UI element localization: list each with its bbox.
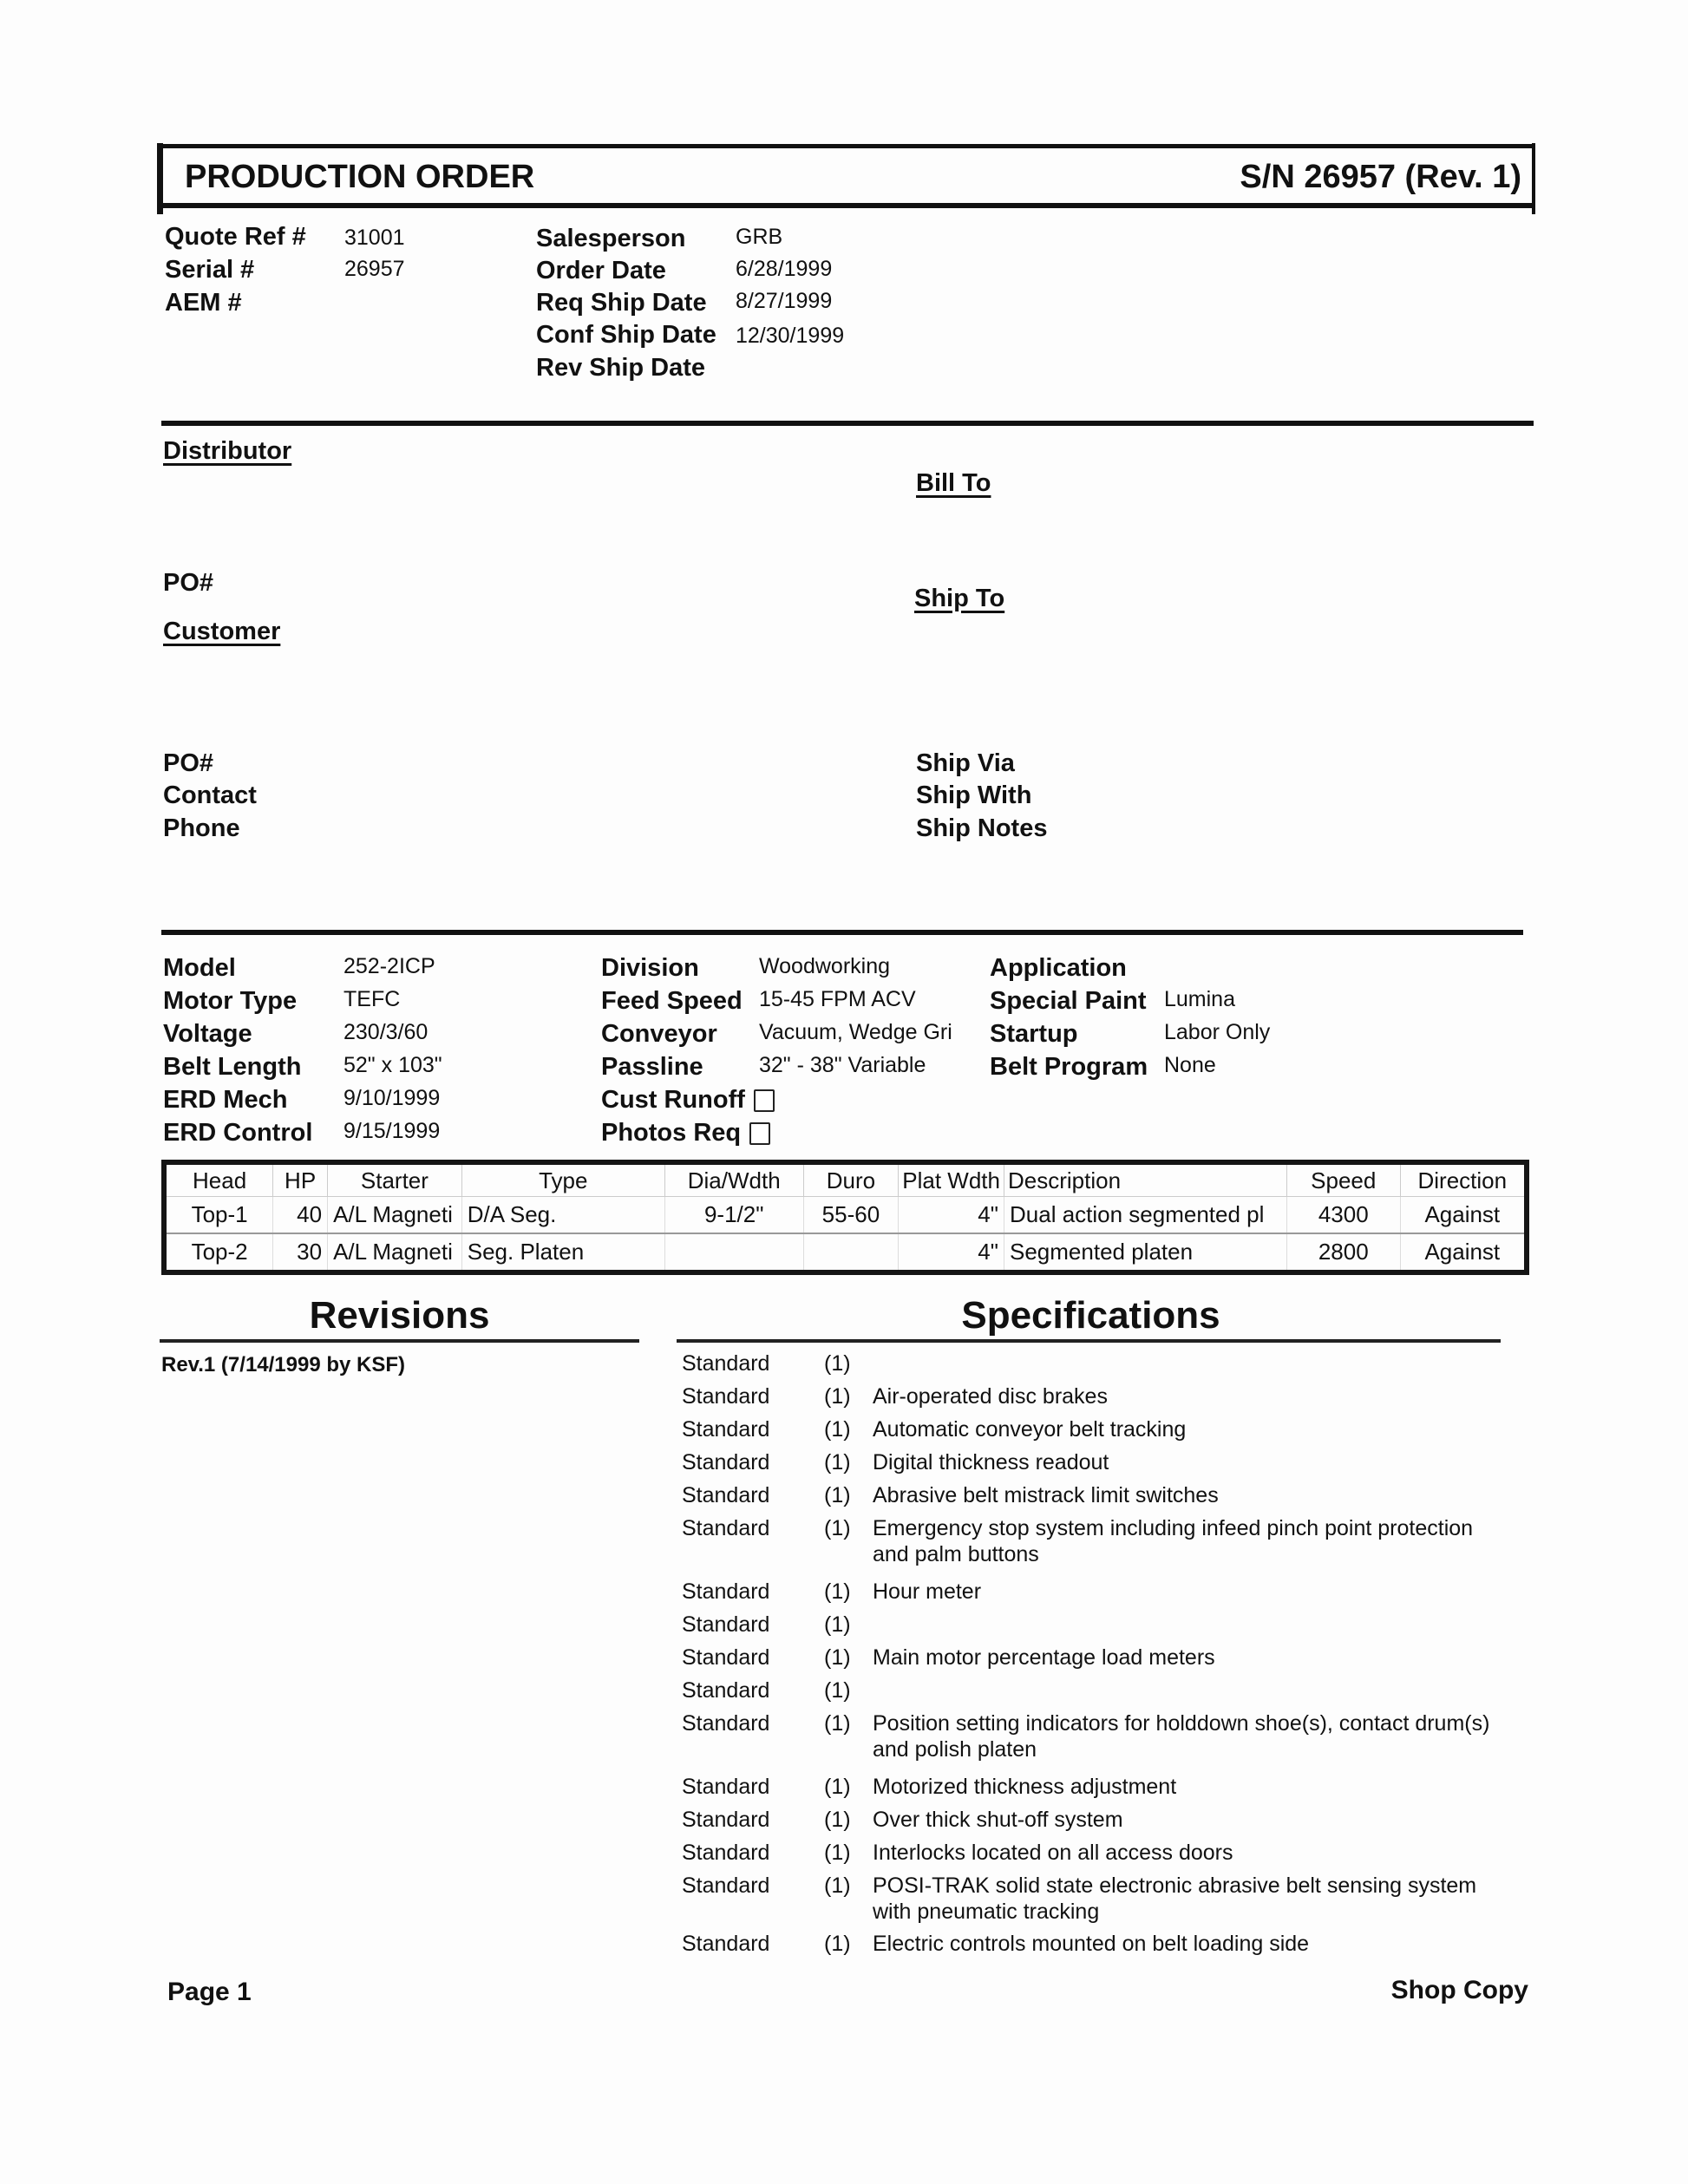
cell-hp: 30 <box>273 1233 328 1272</box>
spec-qty: (1) <box>824 1932 851 1956</box>
heads-table <box>161 1160 1529 1275</box>
belt-program-value: None <box>1164 1053 1216 1077</box>
spec-type: Standard <box>682 1351 770 1376</box>
column-header-head: Head <box>164 1162 273 1197</box>
bill-to-label: Bill To <box>916 469 991 497</box>
serial-title: S/N 26957 (Rev. 1) <box>1240 159 1521 195</box>
erd-mech-label: ERD Mech <box>163 1086 288 1114</box>
cell-speed: 4300 <box>1286 1197 1400 1234</box>
column-header-speed: Speed <box>1286 1162 1400 1197</box>
spec-qty: (1) <box>824 1873 851 1898</box>
belt-length-label: Belt Length <box>163 1053 302 1081</box>
spec-description: Hour meter <box>873 1579 982 1604</box>
page-number: Page 1 <box>167 1978 252 2006</box>
spec-type: Standard <box>682 1645 770 1670</box>
cell-head: Top-2 <box>164 1233 273 1272</box>
req-ship-date-value: 8/27/1999 <box>736 289 833 313</box>
spec-qty: (1) <box>824 1384 851 1409</box>
spec-qty: (1) <box>824 1417 851 1442</box>
spec-type: Standard <box>682 1450 770 1475</box>
cell-direction: Against <box>1400 1197 1527 1234</box>
spec-description: Abrasive belt mistrack limit switches <box>873 1483 1219 1507</box>
spec-description: Position setting indicators for holddown shoe(s), contact drum(s) and polish platen <box>873 1711 1490 1762</box>
req-ship-date-label: Req Ship Date <box>536 289 707 317</box>
cell-description: Dual action segmented pl <box>1004 1197 1287 1234</box>
title-bar <box>159 144 1534 208</box>
division-label: Division <box>601 954 699 982</box>
spec-qty: (1) <box>824 1775 851 1799</box>
belt-length-value: 52" x 103" <box>343 1053 442 1077</box>
order-date-label: Order Date <box>536 257 666 284</box>
serial-label: Serial # <box>165 256 255 284</box>
cell-dia-wdth: 9-1/2" <box>664 1197 803 1234</box>
divider-2 <box>161 930 1523 935</box>
conveyor-label: Conveyor <box>601 1020 717 1048</box>
photos-req-label: Photos Req <box>601 1119 742 1147</box>
spec-description: Automatic conveyor belt tracking <box>873 1417 1187 1442</box>
column-header-direction: Direction <box>1400 1162 1527 1197</box>
cust-runoff-label: Cust Runoff <box>601 1086 745 1114</box>
cell-starter: A/L Magneti <box>328 1233 462 1272</box>
column-header-starter: Starter <box>328 1162 462 1197</box>
model-label: Model <box>163 954 236 982</box>
cell-direction: Against <box>1400 1233 1527 1272</box>
special-paint-value: Lumina <box>1164 987 1235 1011</box>
spec-type: Standard <box>682 1483 770 1507</box>
spec-type: Standard <box>682 1932 770 1956</box>
spec-type: Standard <box>682 1579 770 1604</box>
spec-type: Standard <box>682 1678 770 1703</box>
spec-type: Standard <box>682 1808 770 1832</box>
cell-dia-wdth <box>664 1233 803 1272</box>
spec-qty: (1) <box>824 1351 851 1376</box>
column-header-description: Description <box>1004 1162 1287 1197</box>
spec-qty: (1) <box>824 1678 851 1703</box>
spec-qty: (1) <box>824 1808 851 1832</box>
spec-qty: (1) <box>824 1645 851 1670</box>
quote-ref-value: 31001 <box>344 226 405 250</box>
spec-type: Standard <box>682 1384 770 1409</box>
model-value: 252-2ICP <box>343 954 435 978</box>
spec-qty: (1) <box>824 1450 851 1475</box>
order-date-value: 6/28/1999 <box>736 257 833 281</box>
cust-runoff-field <box>601 1086 775 1115</box>
serial-value: 26957 <box>344 257 405 281</box>
cust-runoff-checkbox[interactable] <box>754 1089 775 1112</box>
spec-qty: (1) <box>824 1579 851 1604</box>
spec-description: Air-operated disc brakes <box>873 1384 1108 1409</box>
cell-duro <box>803 1233 899 1272</box>
spec-qty: (1) <box>824 1841 851 1865</box>
contact-label: Contact <box>163 781 257 809</box>
title-bracket-right <box>1532 143 1535 214</box>
spec-qty: (1) <box>824 1612 851 1637</box>
revisions-title: Revisions <box>309 1294 490 1337</box>
customer-label: Customer <box>163 618 281 645</box>
conf-ship-date-label: Conf Ship Date <box>536 321 716 349</box>
startup-value: Labor Only <box>1164 1020 1271 1044</box>
passline-label: Passline <box>601 1053 703 1081</box>
spec-type: Standard <box>682 1711 770 1736</box>
cell-type: D/A Seg. <box>461 1197 664 1234</box>
feed-speed-label: Feed Speed <box>601 987 743 1015</box>
spec-description: Digital thickness readout <box>873 1450 1109 1475</box>
spec-description: Electric controls mounted on belt loading side <box>873 1932 1310 1956</box>
motor-type-label: Motor Type <box>163 987 298 1015</box>
feed-speed-value: 15-45 FPM ACV <box>759 987 916 1011</box>
belt-program-label: Belt Program <box>990 1053 1148 1081</box>
voltage-label: Voltage <box>163 1020 252 1048</box>
aem-label: AEM # <box>165 289 242 317</box>
spec-type: Standard <box>682 1775 770 1799</box>
revision-entry: Rev.1 (7/14/1999 by KSF) <box>161 1353 406 1376</box>
spec-type: Standard <box>682 1612 770 1637</box>
application-label: Application <box>990 954 1127 982</box>
conveyor-value: Vacuum, Wedge Gri <box>759 1020 952 1044</box>
photos-req-checkbox[interactable] <box>749 1122 770 1145</box>
spec-qty: (1) <box>824 1711 851 1736</box>
rev-ship-date-label: Rev Ship Date <box>536 354 705 382</box>
spec-description: Motorized thickness adjustment <box>873 1775 1177 1799</box>
cell-speed: 2800 <box>1286 1233 1400 1272</box>
specifications-title: Specifications <box>961 1294 1220 1337</box>
erd-mech-value: 9/10/1999 <box>343 1086 441 1110</box>
table-row <box>164 1197 1527 1234</box>
cell-head: Top-1 <box>164 1197 273 1234</box>
passline-value: 32" - 38" Variable <box>759 1053 926 1077</box>
revisions-rule <box>160 1339 639 1343</box>
spec-qty: (1) <box>824 1483 851 1507</box>
title-bracket-left <box>157 143 163 214</box>
special-paint-label: Special Paint <box>990 987 1147 1015</box>
spec-description: Emergency stop system including infeed pinch point protection and palm buttons <box>873 1516 1474 1566</box>
column-header-plat-wdth: Plat Wdth <box>899 1162 1004 1197</box>
quote-ref-label: Quote Ref # <box>165 223 306 251</box>
spec-description: POSI-TRAK solid state electronic abrasive belt sensing system with pneumatic tracking <box>873 1873 1477 1924</box>
distributor-label: Distributor <box>163 437 292 465</box>
spec-type: Standard <box>682 1417 770 1442</box>
column-header-hp: HP <box>273 1162 328 1197</box>
specifications-rule <box>677 1339 1501 1343</box>
column-header-duro: Duro <box>803 1162 899 1197</box>
cell-type: Seg. Platen <box>461 1233 664 1272</box>
salesperson-label: Salesperson <box>536 225 686 252</box>
spec-description: Interlocks located on all access doors <box>873 1841 1233 1865</box>
customer-po-label: PO# <box>163 749 214 777</box>
document-title: PRODUCTION ORDER <box>185 159 535 195</box>
cell-description: Segmented platen <box>1004 1233 1287 1272</box>
startup-label: Startup <box>990 1020 1078 1048</box>
divider-1 <box>161 421 1534 426</box>
spec-qty: (1) <box>824 1516 851 1540</box>
ship-to-label: Ship To <box>914 585 1005 612</box>
photos-req-field <box>601 1119 770 1148</box>
spec-type: Standard <box>682 1841 770 1865</box>
distributor-po-label: PO# <box>163 569 214 597</box>
phone-label: Phone <box>163 814 240 842</box>
cell-plat-wdth: 4" <box>899 1197 1004 1234</box>
cell-starter: A/L Magneti <box>328 1197 462 1234</box>
spec-description: Over thick shut-off system <box>873 1808 1123 1832</box>
cell-hp: 40 <box>273 1197 328 1234</box>
ship-with-label: Ship With <box>916 781 1032 809</box>
voltage-value: 230/3/60 <box>343 1020 429 1044</box>
table-row <box>164 1233 1527 1272</box>
cell-plat-wdth: 4" <box>899 1233 1004 1272</box>
copy-label: Shop Copy <box>1390 1976 1528 2004</box>
column-header-type: Type <box>461 1162 664 1197</box>
ship-via-label: Ship Via <box>916 749 1015 777</box>
motor-type-value: TEFC <box>343 987 401 1011</box>
cell-duro: 55-60 <box>803 1197 899 1234</box>
table-header-row <box>164 1162 1527 1197</box>
erd-control-label: ERD Control <box>163 1119 313 1147</box>
ship-notes-label: Ship Notes <box>916 814 1048 842</box>
salesperson-value: GRB <box>736 225 783 249</box>
spec-type: Standard <box>682 1873 770 1898</box>
column-header-dia-wdth: Dia/Wdth <box>664 1162 803 1197</box>
spec-description: Main motor percentage load meters <box>873 1645 1215 1670</box>
spec-type: Standard <box>682 1516 770 1540</box>
erd-control-value: 9/15/1999 <box>343 1119 441 1143</box>
conf-ship-date-value: 12/30/1999 <box>736 324 845 348</box>
division-value: Woodworking <box>759 954 891 978</box>
